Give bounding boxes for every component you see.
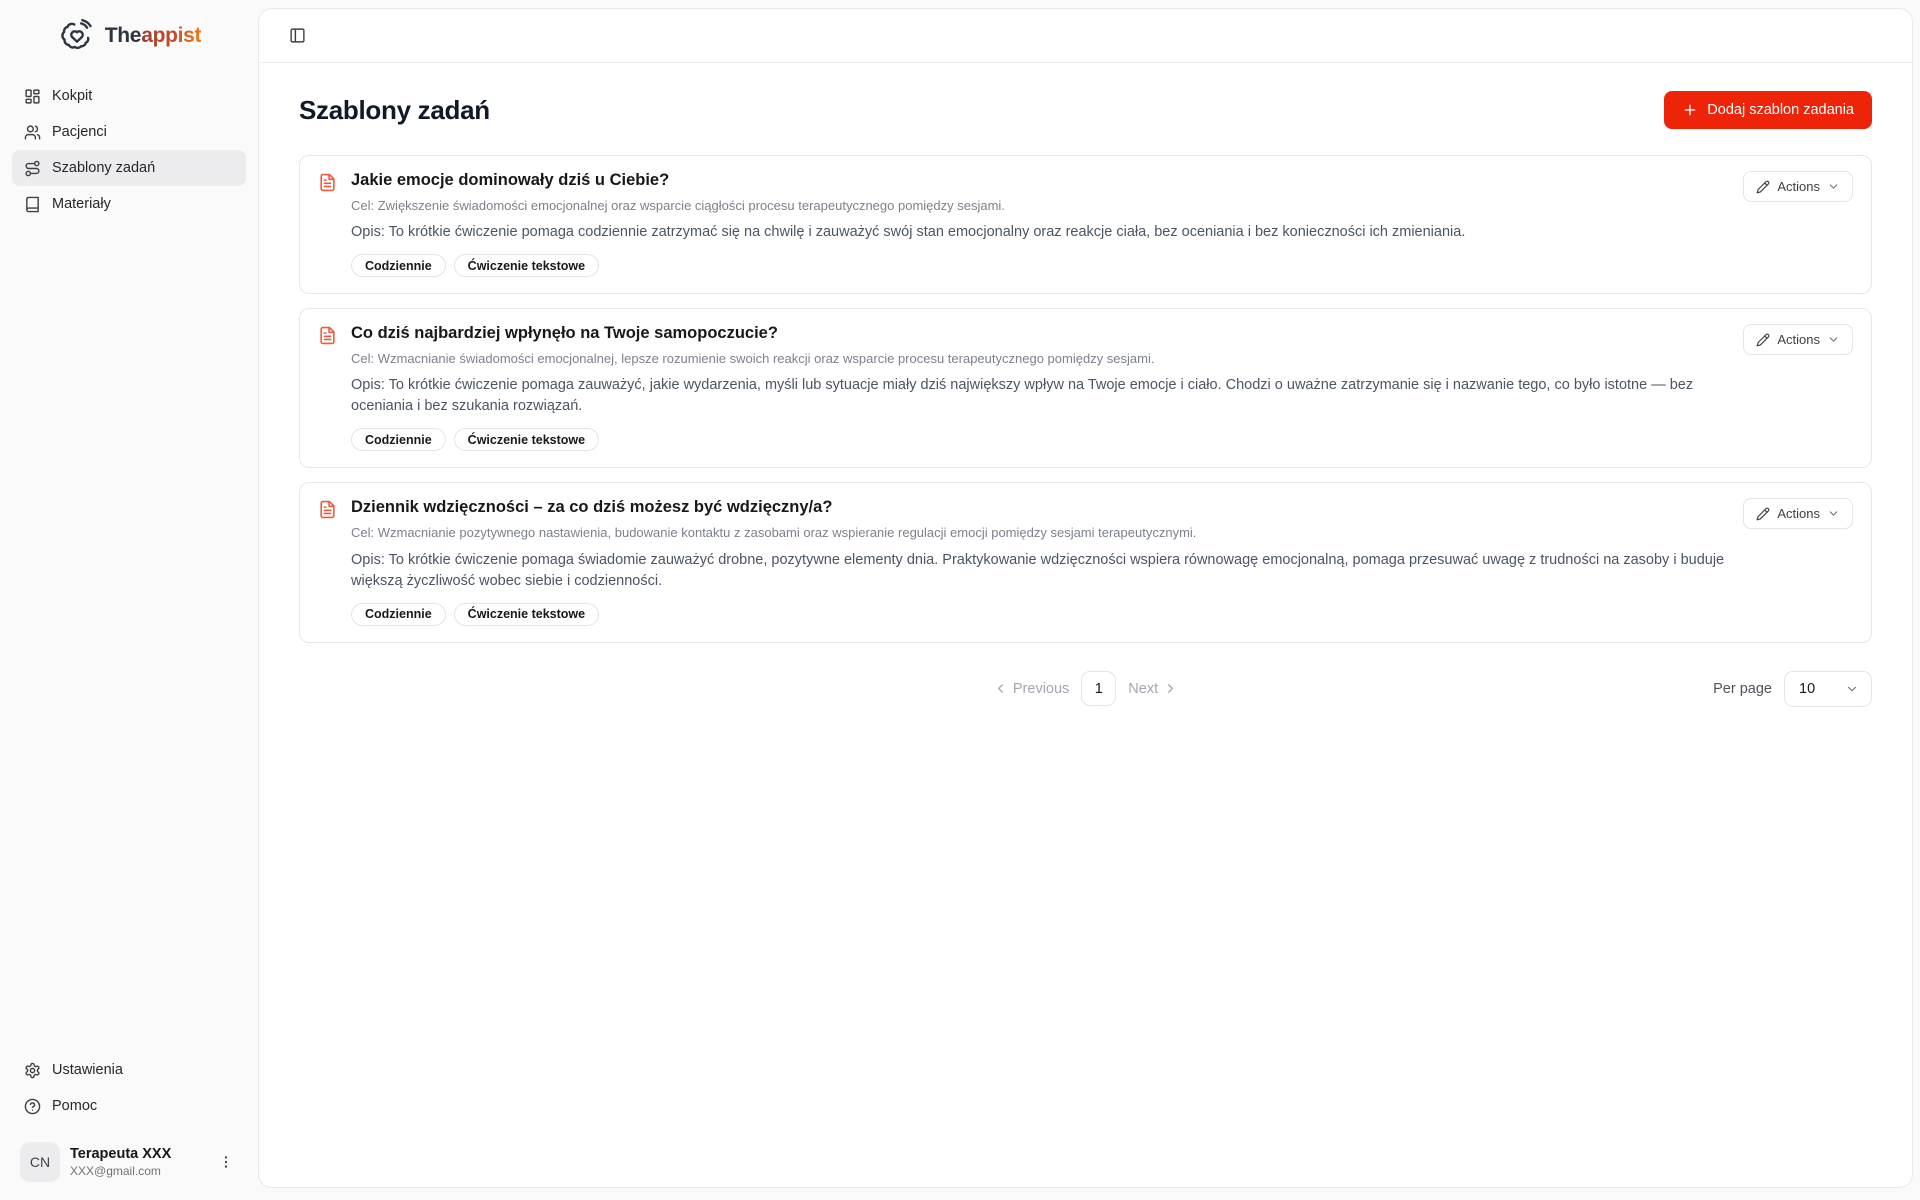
card-title: Dziennik wdzięczności – za co dziś możesz być wdzięczny/a? <box>351 498 833 517</box>
sidebar-item-label: Szablony zadań <box>52 160 156 176</box>
template-card <box>299 308 1872 468</box>
card-description: Opis: To krótkie ćwiczenie pomaga zauważyć, jakie wydarzenia, myśli lub sytuacje miały dziś największy wpływ na Twoje emocje i ciało. Chodzi o uważne zatrzymanie się i nazwanie tego, co było istotne — bez oceniania i bez szukania rozwiązań. <box>351 377 1694 415</box>
actions-dropdown-button[interactable] <box>1743 171 1853 202</box>
sidebar-nav <box>12 78 246 222</box>
card-body <box>351 498 1729 625</box>
book-icon <box>24 196 41 213</box>
dashboard-icon <box>24 88 41 105</box>
panel-left-icon <box>289 27 306 44</box>
file-text-icon <box>318 500 337 519</box>
sidebar-item-label: Pacjenci <box>52 124 107 140</box>
sidebar-item-pacjenci[interactable] <box>12 114 246 150</box>
card-body <box>351 171 1729 277</box>
card-goal: Cel: Wzmacnianie świadomości emocjonalnej, lepsze rozumienie swoich reakcji oraz wsparcie procesu terapeutycznego pomiędzy sesjami. <box>351 351 1155 367</box>
pencil-icon <box>1756 507 1770 521</box>
add-template-button[interactable] <box>1664 91 1872 129</box>
actions-dropdown-button[interactable] <box>1743 324 1853 355</box>
route-icon <box>24 160 41 177</box>
sidebar-item-ustawienia[interactable] <box>12 1052 246 1088</box>
app-logo <box>12 18 246 54</box>
title-row <box>299 91 1872 129</box>
main-panel <box>258 8 1913 1188</box>
template-card <box>299 155 1872 294</box>
card-title: Co dziś najbardziej wpłynęło na Twoje samopoczucie? <box>351 324 778 343</box>
user-account-row[interactable] <box>12 1134 246 1190</box>
pencil-icon <box>1756 333 1770 347</box>
badge-row <box>351 254 1729 277</box>
sidebar-item-szablony-zadan[interactable] <box>12 150 246 186</box>
frequency-badge: Codziennie <box>351 428 446 451</box>
per-page-label: Per page <box>1713 680 1772 697</box>
gear-icon <box>24 1062 41 1079</box>
chevron-down-icon <box>1845 682 1859 696</box>
sidebar-toggle-button[interactable] <box>283 22 311 50</box>
sidebar-item-label: Materiały <box>52 196 111 212</box>
brain-heart-logo-icon <box>57 18 97 54</box>
content-area <box>259 63 1912 707</box>
actions-label: Actions <box>1777 332 1820 348</box>
kebab-icon <box>218 1154 234 1170</box>
chevron-down-icon <box>1827 333 1840 346</box>
next-label: Next <box>1128 680 1159 697</box>
chevron-down-icon <box>1827 507 1840 520</box>
app-name: Theappist <box>104 24 202 47</box>
card-description: Opis: To krótkie ćwiczenie pomaga świadomie zauważyć drobne, pozytywne elementy dnia. Praktykowanie wdzięczności wspiera równowagę emocjonalną, pomaga przesuwać uwagę z trudności na zasoby i buduje większą życzliwość wobec siebie i codzienności. <box>351 551 1725 589</box>
type-badge: Ćwiczenie tekstowe <box>454 254 599 277</box>
sidebar-footer <box>12 1052 246 1190</box>
card-description: Opis: To krótkie ćwiczenie pomaga codziennie zatrzymać się na chwilę i zauważyć swój stan emocjonalny oraz reakcje ciała, bez oceniania i bez konieczności ich zmieniania. <box>351 224 1466 241</box>
next-page-button[interactable] <box>1128 681 1178 697</box>
file-text-icon <box>318 173 337 192</box>
sidebar <box>0 0 258 1200</box>
sidebar-item-label: Ustawienia <box>52 1062 123 1078</box>
avatar: CN <box>20 1142 60 1182</box>
frequency-badge: Codziennie <box>351 254 446 277</box>
add-template-button-label: Dodaj szablon zadania <box>1707 102 1854 118</box>
pencil-icon <box>1756 180 1770 194</box>
badge-row <box>351 603 1729 626</box>
sidebar-item-kokpit[interactable] <box>12 78 246 114</box>
badge-row <box>351 428 1729 451</box>
type-badge: Ćwiczenie tekstowe <box>454 428 599 451</box>
user-name: Terapeuta XXX <box>70 1146 172 1162</box>
file-text-icon <box>318 326 337 345</box>
help-circle-icon <box>24 1098 41 1115</box>
page-number-button[interactable]: 1 <box>1081 671 1116 706</box>
plus-icon <box>1682 102 1698 118</box>
actions-label: Actions <box>1777 179 1820 194</box>
sidebar-item-pomoc[interactable] <box>12 1088 246 1124</box>
previous-page-button[interactable] <box>993 681 1069 697</box>
user-email: XXX@gmail.com <box>70 1164 161 1178</box>
card-goal: Cel: Wzmacnianie pozytywnego nastawienia, budowanie kontaktu z zasobami oraz wspieranie regulacji emocji pomiędzy sesjami terapeutycznymi. <box>351 525 1197 541</box>
sidebar-item-label: Kokpit <box>52 88 93 104</box>
template-card <box>299 482 1872 642</box>
pagination <box>299 671 1872 707</box>
type-badge: Ćwiczenie tekstowe <box>454 603 599 626</box>
per-page-control <box>1713 671 1872 707</box>
per-page-select[interactable] <box>1784 671 1872 707</box>
sidebar-item-label: Pomoc <box>52 1098 98 1114</box>
chevron-left-icon <box>993 681 1008 696</box>
chevron-down-icon <box>1827 180 1840 193</box>
users-icon <box>24 124 41 141</box>
frequency-badge: Codziennie <box>351 603 446 626</box>
page-title: Szablony zadań <box>299 94 490 125</box>
chevron-right-icon <box>1163 681 1178 696</box>
card-title: Jakie emocje dominowały dziś u Ciebie? <box>351 171 670 189</box>
card-goal: Cel: Zwiększenie świadomości emocjonalnej oraz wsparcie ciągłości procesu terapeutycznego pomiędzy sesjami. <box>351 198 1005 213</box>
sidebar-item-materialy[interactable] <box>12 186 246 222</box>
user-meta <box>70 1146 204 1178</box>
actions-dropdown-button[interactable] <box>1743 498 1853 529</box>
card-body <box>351 324 1729 451</box>
actions-label: Actions <box>1777 506 1820 522</box>
previous-label: Previous <box>1012 680 1070 697</box>
user-menu-button[interactable] <box>214 1150 238 1174</box>
topbar <box>259 9 1912 63</box>
per-page-value: 10 <box>1799 680 1816 697</box>
